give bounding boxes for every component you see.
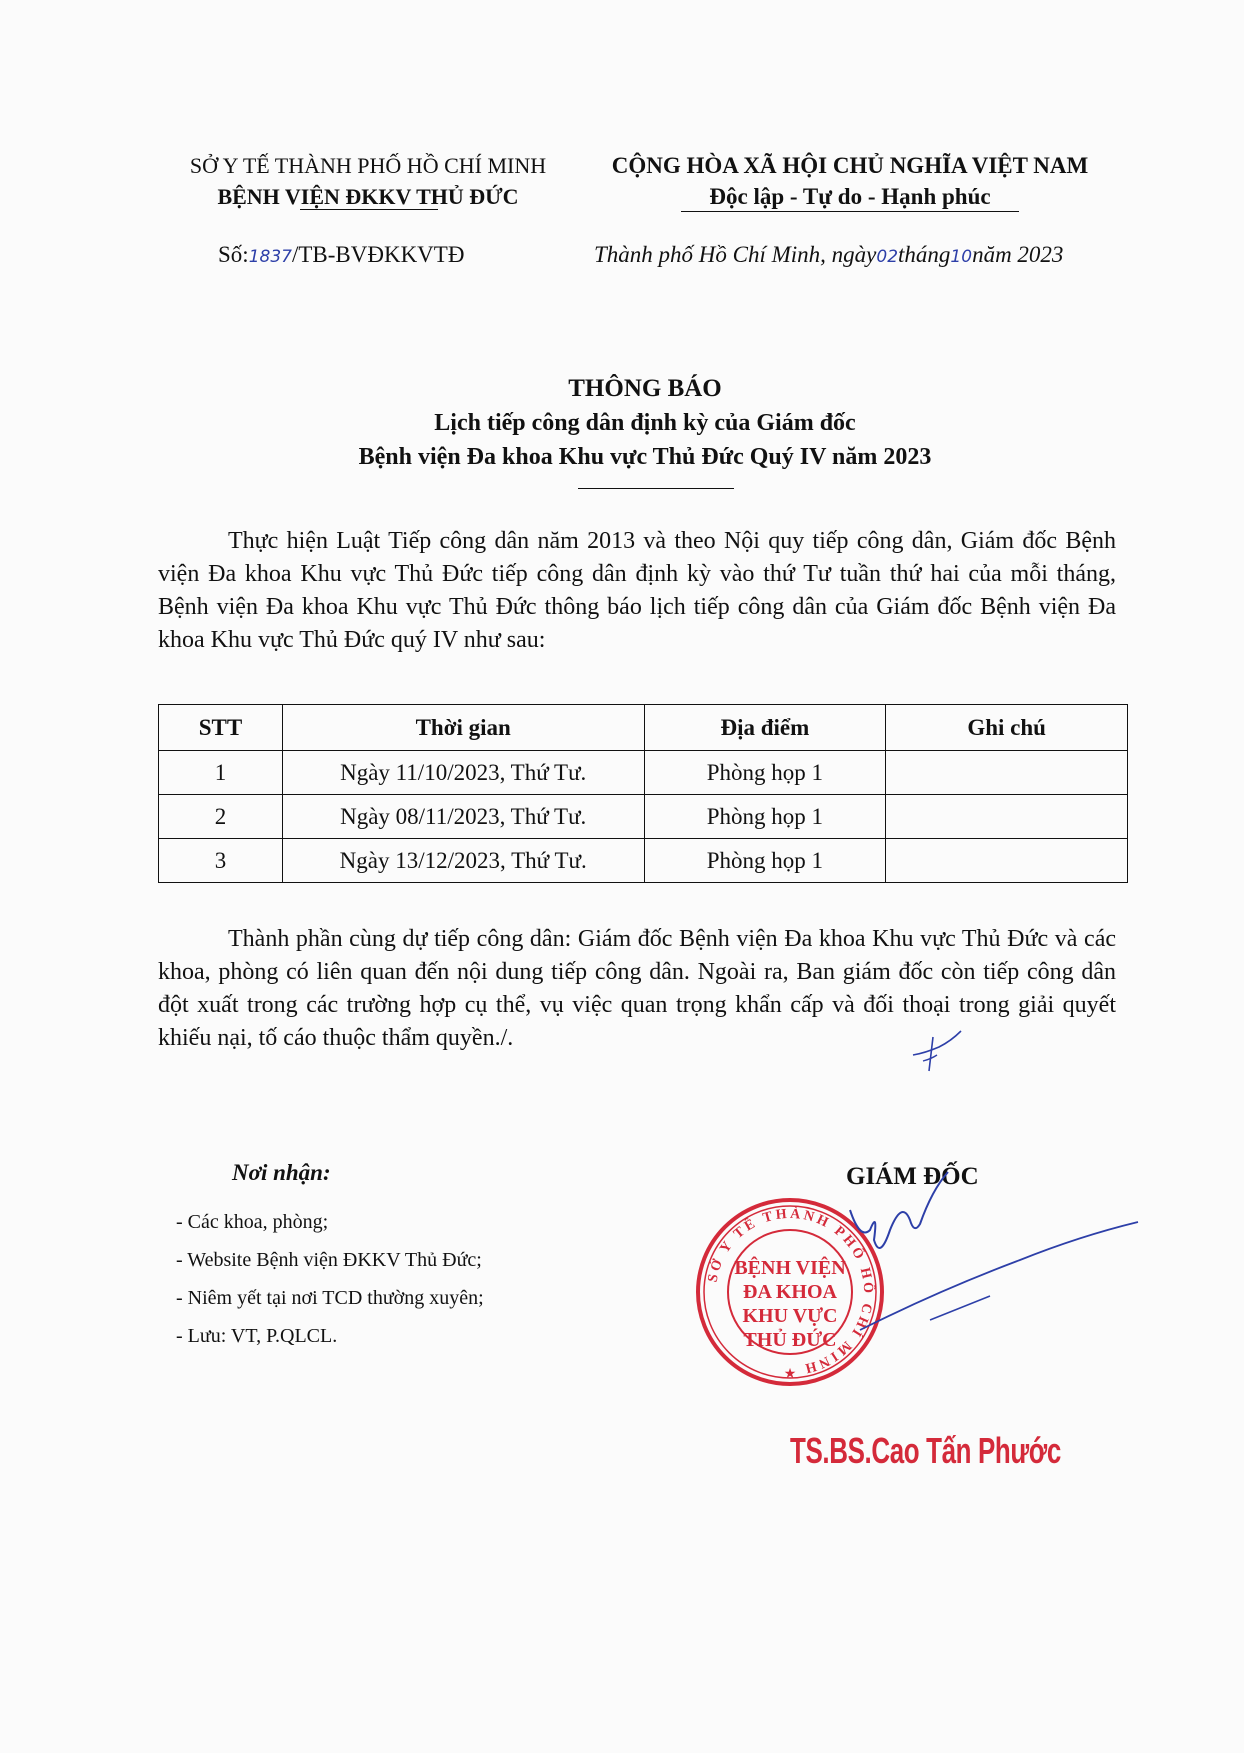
motto: Độc lập - Tự do - Hạnh phúc — [709, 184, 991, 209]
participants-paragraph — [158, 923, 1116, 1055]
agency-underline — [300, 209, 438, 210]
year-label: năm 2023 — [972, 242, 1064, 267]
handwritten-month: 10 — [950, 247, 973, 267]
initials-mark — [905, 1025, 965, 1075]
handwritten-signature — [820, 1170, 1140, 1350]
title-subject: Lịch tiếp công dân định kỳ của Giám đốc — [434, 410, 856, 436]
document-number — [218, 242, 464, 268]
recipients-title: Nơi nhận: — [232, 1160, 331, 1185]
national-motto — [580, 150, 1120, 212]
agency-parent: SỞ Y TẾ THÀNH PHỐ HỒ CHÍ MINH — [189, 153, 547, 178]
cell-location: Phòng họp 1 — [644, 839, 886, 883]
handwritten-day: 02 — [876, 247, 899, 267]
nation-name: CỘNG HÒA XÃ HỘI CHỦ NGHĨA VIỆT NAM — [611, 153, 1089, 178]
cell-time: Ngày 08/11/2023, Thứ Tư. — [282, 795, 644, 839]
seal-ring-text: SỞ Y TẾ THÀNH PHỐ HỒ CHÍ MINH — [705, 1206, 876, 1377]
svg-text:★: ★ — [783, 1367, 797, 1382]
seal-line: KHU VỰC — [742, 1305, 838, 1327]
cell-stt: 2 — [159, 795, 283, 839]
recipients-list — [176, 1203, 484, 1355]
cell-notes — [886, 839, 1128, 883]
list-item: - Các khoa, phòng; — [176, 1211, 329, 1233]
number-suffix: /TB-BVĐKKVTĐ — [291, 242, 465, 267]
document-title — [200, 372, 1090, 474]
table-row — [159, 795, 1128, 839]
cell-location: Phòng họp 1 — [644, 795, 886, 839]
cell-stt: 1 — [159, 751, 283, 795]
number-prefix: Số: — [218, 242, 249, 267]
issuing-agency — [168, 150, 568, 212]
schedule-table — [158, 704, 1128, 883]
handwritten-number: 1837 — [248, 247, 292, 267]
cell-notes — [886, 795, 1128, 839]
cell-time: Ngày 13/12/2023, Thứ Tư. — [282, 839, 644, 883]
signer-role: GIÁM ĐỐC — [846, 1163, 979, 1190]
agency-name: BỆNH VIỆN ĐKKV THỦ ĐỨC — [217, 184, 519, 209]
header-location: Địa điểm — [644, 705, 886, 751]
document-date — [594, 242, 1063, 268]
header-stt: STT — [159, 705, 283, 751]
seal-line: BỆNH VIỆN — [734, 1257, 846, 1279]
intro-text: Thực hiện Luật Tiếp công dân năm 2013 và theo Nội quy tiếp công dân, Giám đốc Bệnh viện Đa khoa Khu vực Thủ Đức tiếp công dân định kỳ vào thứ Tư tuần thứ hai của mỗi tháng, Bệnh viện Đa khoa Khu vực Thủ Đức thông báo lịch tiếp công dân của Giám đốc Bệnh viện Đa khoa Khu vực Thủ Đức quý IV như sau: — [158, 528, 1116, 653]
cell-location: Phòng họp 1 — [644, 751, 886, 795]
header-notes: Ghi chú — [886, 705, 1128, 751]
cell-time: Ngày 11/10/2023, Thứ Tư. — [282, 751, 644, 795]
intro-paragraph — [158, 525, 1116, 657]
table-row — [159, 839, 1128, 883]
signer-name: TS.BS.Cao Tấn Phước — [790, 1430, 1061, 1471]
cell-notes — [886, 751, 1128, 795]
list-item: - Website Bệnh viện ĐKKV Thủ Đức; — [176, 1249, 482, 1271]
seal-line: ĐA KHOA — [743, 1281, 837, 1303]
seal-line: THỦ ĐỨC — [743, 1329, 837, 1351]
header-time: Thời gian — [282, 705, 644, 751]
title-heading: THÔNG BÁO — [568, 375, 722, 402]
participants-text: Thành phần cùng dự tiếp công dân: Giám đốc Bệnh viện Đa khoa Khu vực Thủ Đức và các khoa, phòng có liên quan đến nội dung tiếp công dân. Ngoài ra, Ban giám đốc còn tiếp công dân đột xuất trong các trường hợp cụ thể, vụ việc quan trọng khẩn cấp và đối thoại trong giải quyết khiếu nại, tố cáo thuộc thẩm quyền./. — [158, 926, 1116, 1051]
cell-stt: 3 — [159, 839, 283, 883]
table-header-row — [159, 705, 1128, 751]
list-item: - Lưu: VT, P.QLCL. — [176, 1325, 338, 1347]
month-label: tháng — [898, 242, 951, 267]
title-rule — [578, 488, 734, 489]
table-row — [159, 751, 1128, 795]
motto-underline — [681, 211, 1019, 212]
list-item: - Niêm yết tại nơi TCD thường xuyên; — [176, 1287, 484, 1309]
date-place: Thành phố Hồ Chí Minh, ngày — [594, 242, 877, 267]
title-subject-cont: Bệnh viện Đa khoa Khu vực Thủ Đức Quý IV năm 2023 — [358, 444, 932, 470]
